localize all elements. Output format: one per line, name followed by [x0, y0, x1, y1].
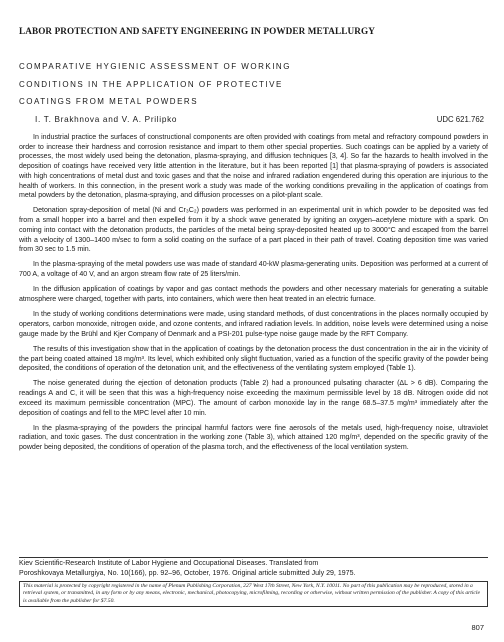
paragraph: In the study of working conditions determinations were made, using standard methods, of dust concentrations in the places normally occupied by operators, carbon monoxide, nitrogen oxide, and ozone contents, and infrared radiation levels. In addition, noise levels were determined using a noise gauge made by the Brühl and Kjer Company of Denmark and a PSI-201 pulse-type noise gauge made by the RFT Company.	[19, 311, 488, 338]
affiliation-line: Poroshkovaya Metallurgiya, No. 10(166), pp. 92–96, October, 1976. Original article submitted July 29, 1975.	[19, 569, 356, 577]
copyright-notice: This material is protected by copyright registered in the name of Plenum Publishing Corporation, 227 West 17th Street, New York, N.Y. 10011. No part of this publication may be reproduced, stored in a retrieval system, or transmitted, in any form or by any means, electronic, mechanical, photocopying, microfilming, recording or otherwise, without written permission of the publisher. A copy of this article is available from the publisher for $7.50.	[19, 581, 488, 607]
section-header: LABOR PROTECTION AND SAFETY ENGINEERING IN POWDER METALLURGY	[19, 26, 375, 36]
paragraph: In the diffusion application of coatings by vapor and gas contact methods the powders and other necessary materials for generating a suitable atmosphere were charged, together with parts, into containers, which were then heat treated in an electric furnace.	[19, 286, 488, 304]
article-body	[19, 133, 488, 458]
title-line: COMPARATIVE HYGIENIC ASSESSMENT OF WORKING	[19, 62, 291, 71]
paragraph: Detonation spray-deposition of metal (Ni and Cr₃C₂) powders was performed in an experimental unit in which powder to be deposited was fed from a small hopper into a barrel and then expelled from it by a shock wave generated by igniting an oxygen–acetylene mixture with a spark. On coming into contact with the detonation products, the particles of the metal being spray-deposited heated up to 3000°C and escaped from the barrel with a velocity of 1300–1400 m/sec to form a solid coating on the surface of a part placed in their path of travel. Coating deposition time was varied from 30 sec to 1.5 min.	[19, 207, 488, 254]
affiliation-note	[19, 559, 488, 578]
authors: I. T. Brakhnova and V. A. Prilipko	[35, 115, 178, 124]
affiliation-line: Kiev Scientific-Research Institute of Labor Hygiene and Occupational Diseases. Translated from	[19, 560, 319, 567]
page-number: 807	[471, 623, 484, 632]
paragraph: The noise generated during the ejection of detonation products (Table 2) had a pronounced pulsating character (ΔL > 6 dB). Comparing the readings A and C, it will be seen that this was a high-frequency noise exceeding the maximum permissible level by 18 dB. Nitrogen oxide did not exceed its maximum permissible concentration (MPC). The amount of carbon monoxide lay in the range 68.5–37.5 mg/m³ immediately after the deposition of coatings and fell to the MPC level after 10 min.	[19, 380, 488, 417]
title-line: COATINGS FROM METAL POWDERS	[19, 97, 199, 106]
title-line: CONDITIONS IN THE APPLICATION OF PROTECTIVE	[19, 79, 283, 89]
paragraph: In industrial practice the surfaces of constructional components are often provided with coatings from metal and refractory compound powders in order to increase their hardness and corrosion resistance and impart to them other special properties. Such coatings can be applied by a variety of processes, the most widely used being the detonation, plasma-spraying, and diffusion techniques [3, 4]. So far the hazards to health involved in the deposition of coatings have received very little attention in the literature, but it has been reported [1] that plasma-spraying of powders is associated with high concentrations of metal dust and toxic gases and that the noise and infrared radiation engendered during this operation are injurious to the health of workers. In this connection, in the present work a study was made of the working conditions prevailing in the application of coatings from metal powders by the detonation, plasma-spraying, and diffusion processes on a pilot-plant scale.	[19, 134, 488, 200]
paragraph: In the plasma-spraying of the powders the principal harmful factors were fine aerosols of the metals used, high-frequency noise, ultraviolet radiation, and toxic gases. The dust concentration in the working zone (Table 3), which attained 120 mg/m³, depended on the specific gravity of the powder being deposited, the conditions of operation of the plasma torch, and the effectiveness of the local ventilation system.	[19, 424, 488, 452]
footnote-divider	[19, 557, 488, 558]
paragraph: The results of this investigation show that in the application of coatings by the detonation process the dust concentration in the air in the vicinity of the part being coated attained 18 mg/m³. Its level, which exhibited only slight fluctuation, varied as a function of the specific gravity of the powder being deposited, the conditions of operation of the detonation unit, and the effectiveness of the ventilating system employed (Table 1).	[19, 345, 488, 373]
paragraph: In the plasma-spraying of the metal powders use was made of standard 40-kW plasma-generating units. Deposition was performed at a current of 700 A, a voltage of 40 V, and an argon stream flow rate of 25 liters/min.	[19, 261, 488, 279]
udc-code: UDC 621.762	[436, 115, 484, 124]
article-title	[19, 58, 479, 111]
